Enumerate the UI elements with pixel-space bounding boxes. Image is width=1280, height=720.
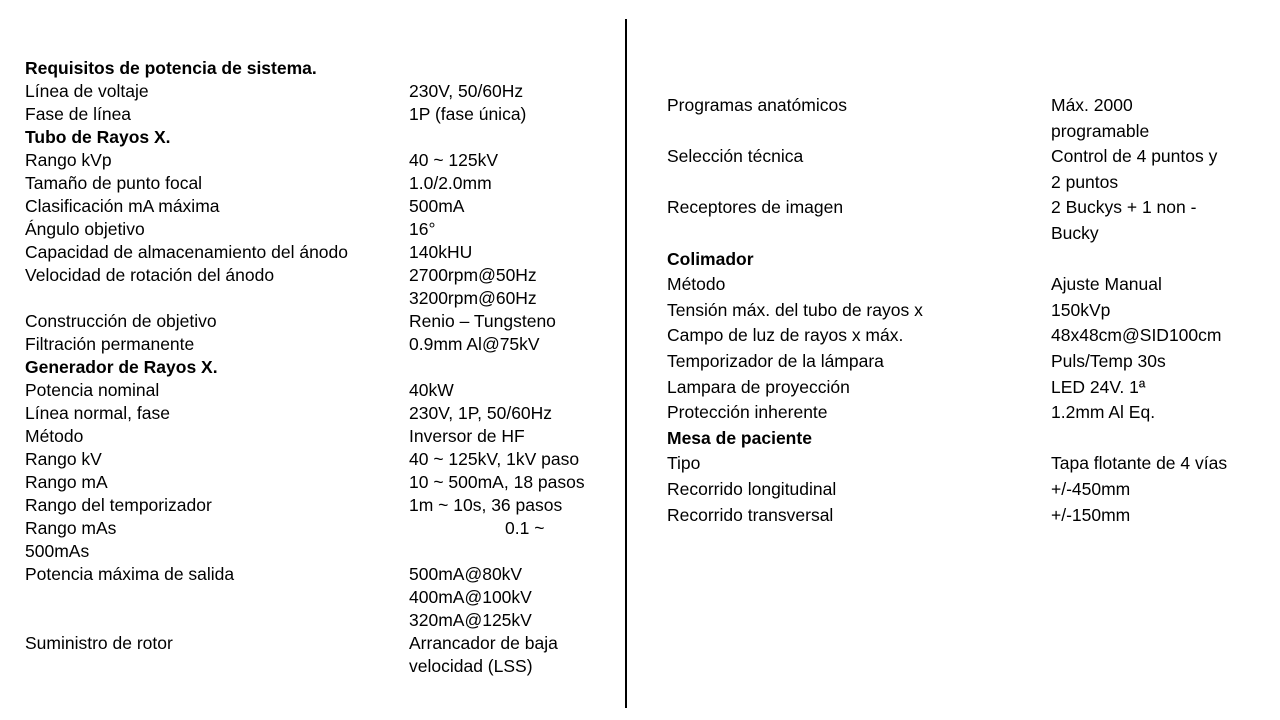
spec-value-line: Arrancador de baja: [409, 633, 558, 653]
spec-label: Tamaño de punto focal: [25, 173, 203, 193]
spec-value-line: 500mA@80kV: [409, 564, 523, 584]
spec-value-line: +/-450mm: [1051, 479, 1131, 499]
spec-value: [409, 310, 556, 333]
spec-value-line: 1m ~ 10s, 36 pasos: [409, 495, 563, 515]
spec-value: [409, 425, 525, 448]
spec-value: [1051, 476, 1130, 502]
spec-value-line: 230V, 50/60Hz: [409, 81, 524, 101]
spec-label: Línea de voltaje: [25, 81, 149, 101]
spec-label: Velocidad de rotación del ánodo: [25, 265, 275, 285]
spec-label: Rango kV: [25, 449, 102, 469]
spec-label: Construcción de objetivo: [25, 311, 217, 331]
spec-value-line: 1P (fase única): [409, 104, 527, 124]
spec-label: Recorrido longitudinal: [667, 479, 837, 499]
spec-label: Temporizador de la lámpara: [667, 351, 884, 371]
section-heading-text: Requisitos de potencia de sistema.: [25, 58, 317, 78]
column-divider: [625, 19, 627, 708]
spec-value: [1051, 143, 1217, 195]
spec-label: Línea normal, fase: [25, 403, 170, 423]
spec-value: [409, 103, 526, 126]
spec-label: Rango kVp: [25, 150, 112, 170]
spec-value: [409, 632, 558, 678]
spec-value: [1051, 297, 1110, 323]
spec-value-line: 10 ~ 500mA, 18 pasos: [409, 472, 585, 492]
spec-value: [409, 448, 579, 471]
spec-value-line: programable: [1051, 121, 1150, 141]
spec-label: Tensión máx. del tubo de rayos x: [667, 299, 923, 320]
spec-label: Potencia nominal: [25, 380, 160, 400]
spec-value-line: Tapa flotante de 4 vías: [1051, 453, 1228, 474]
spec-value: [409, 80, 523, 103]
spec-value: [1051, 374, 1145, 400]
spec-value: [409, 172, 492, 195]
spec-value-line: 2 puntos: [1051, 172, 1119, 193]
spec-value-line: 140kHU: [409, 242, 473, 262]
section-heading-text: Colimador: [667, 248, 754, 269]
spec-value-line: 150kVp: [1051, 299, 1111, 320]
spec-value: [1051, 194, 1196, 246]
spec-label: Protección inherente: [667, 402, 828, 423]
spec-value-line: 2 Buckys + 1 non -: [1051, 197, 1197, 218]
spec-value: [409, 471, 585, 494]
spec-value: [409, 563, 532, 632]
spec-label: Programas anatómicos: [667, 95, 847, 115]
spec-label: Capacidad de almacenamiento del ánodo: [25, 242, 349, 262]
spec-value: [409, 218, 435, 241]
spec-label: Potencia máxima de salida: [25, 564, 235, 584]
spec-value: [1051, 399, 1155, 425]
spec-label: Fase de línea: [25, 104, 132, 124]
spec-label: Lampara de proyección: [667, 376, 850, 397]
spec-value: [409, 402, 552, 425]
spec-value-line: Control de 4 puntos y: [1051, 146, 1218, 167]
spec-value-line: Inversor de HF: [409, 426, 525, 446]
spec-value-line: Puls/Temp 30s: [1051, 351, 1166, 371]
spec-value-line: Renio – Tungsteno: [409, 311, 556, 331]
spec-label: Rango mAs: [25, 518, 117, 538]
spec-value-line: 48x48cm@SID100cm: [1051, 325, 1222, 346]
spec-value-line: 400mA@100kV: [409, 587, 532, 607]
spec-label: Tipo: [667, 453, 701, 474]
spec-value-line: LED 24V. 1ª: [1051, 376, 1146, 397]
spec-label: Recorrido transversal: [667, 504, 834, 525]
spec-label: Ángulo objetivo: [25, 219, 145, 239]
spec-value: [1051, 450, 1227, 476]
spec-value-line: 320mA@125kV: [409, 610, 532, 630]
section-heading-text: Mesa de paciente: [667, 427, 812, 448]
spec-value-line: velocidad (LSS): [409, 656, 533, 676]
spec-label: Campo de luz de rayos x máx.: [667, 325, 904, 346]
spec-value-line: Ajuste Manual: [1051, 274, 1162, 295]
spec-value-line: +/-150mm: [1051, 504, 1131, 525]
spec-value: [1051, 271, 1162, 297]
spec-value: [1051, 502, 1130, 528]
spec-label: Receptores de imagen: [667, 197, 844, 218]
spec-value-line: 2700rpm@50Hz: [409, 265, 537, 285]
spec-value-line: Bucky: [1051, 223, 1099, 244]
spec-value-line: 230V, 1P, 50/60Hz: [409, 403, 553, 423]
spec-value: [409, 379, 454, 402]
spec-label: Rango mA: [25, 472, 108, 492]
spec-label: Rango del temporizador: [25, 495, 212, 515]
spec-label: Método: [25, 426, 84, 446]
spec-label: Filtración permanente: [25, 334, 195, 354]
spec-value-line: Máx. 2000: [1051, 95, 1133, 115]
spec-value: [409, 494, 562, 517]
section-heading-text: Tubo de Rayos X.: [25, 127, 171, 147]
spec-value-line: 500mA: [409, 196, 465, 216]
spec-value-line: 0.9mm Al@75kV: [409, 334, 540, 354]
spec-value-continuation: 500mAs: [25, 541, 90, 561]
spec-value: [1051, 92, 1149, 144]
spec-label: Selección técnica: [667, 146, 804, 167]
spec-label: Método: [667, 274, 726, 295]
spec-value-line: 40 ~ 125kV, 1kV paso: [409, 449, 580, 469]
spec-value: [409, 149, 498, 172]
spec-label: Clasificación mA máxima: [25, 196, 220, 216]
spec-value-line: 40 ~ 125kV: [409, 150, 499, 170]
spec-value-line: 1.2mm Al Eq.: [1051, 402, 1156, 423]
spec-value: [409, 241, 472, 264]
spec-value-line: 3200rpm@60Hz: [409, 288, 537, 308]
spec-value: [409, 333, 540, 356]
spec-label: Suministro de rotor: [25, 633, 173, 653]
section-heading-text: Generador de Rayos X.: [25, 357, 218, 377]
spec-value: 0.1 ~: [505, 518, 545, 538]
spec-value-line: 40kW: [409, 380, 454, 400]
spec-value: [1051, 322, 1221, 348]
spec-value: [409, 264, 537, 310]
spec-value: [1051, 348, 1166, 374]
spec-value-line: 16°: [409, 219, 436, 239]
spec-value-line: 1.0/2.0mm: [409, 173, 492, 193]
spec-value: [409, 195, 464, 218]
